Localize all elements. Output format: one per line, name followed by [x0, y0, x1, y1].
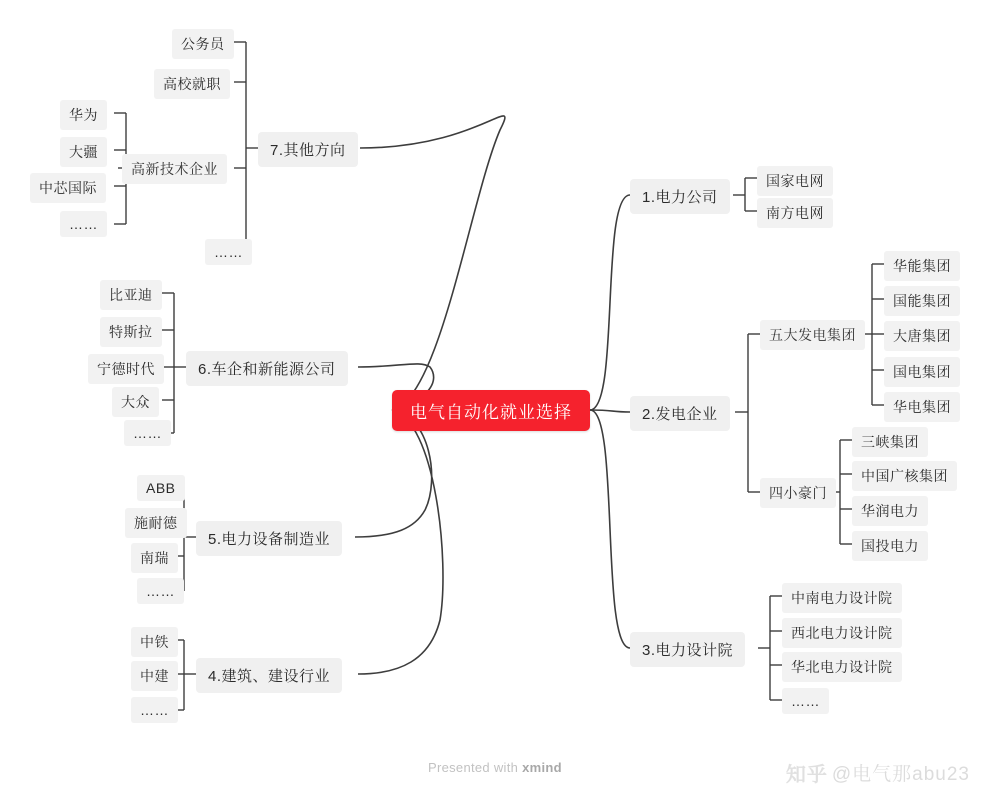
leaf-node[interactable]: 中铁	[131, 627, 178, 657]
leaf-node[interactable]: 华能集团	[884, 251, 960, 281]
leaf-node[interactable]: ……	[124, 420, 171, 446]
branch-node-5[interactable]: 5.电力设备制造业	[196, 521, 342, 556]
branch-node-3[interactable]: 3.电力设计院	[630, 632, 745, 667]
leaf-node[interactable]: 高校就职	[154, 69, 230, 99]
leaf-node[interactable]: ……	[60, 211, 107, 237]
leaf-node[interactable]: 中建	[131, 661, 178, 691]
leaf-node[interactable]: 国能集团	[884, 286, 960, 316]
leaf-node[interactable]: 中南电力设计院	[782, 583, 902, 613]
leaf-node[interactable]: 华北电力设计院	[782, 652, 902, 682]
leaf-node[interactable]: 国投电力	[852, 531, 928, 561]
zhihu-logo-icon: 知乎	[785, 764, 828, 786]
leaf-node[interactable]: 华电集团	[884, 392, 960, 422]
sub-node[interactable]: 四小豪门	[760, 478, 836, 508]
leaf-node[interactable]: ……	[131, 697, 178, 723]
branch-node-1[interactable]: 1.电力公司	[630, 179, 730, 214]
sub-node[interactable]: 高新技术企业	[122, 154, 227, 184]
leaf-node[interactable]: 三峡集团	[852, 427, 928, 457]
leaf-node[interactable]: ……	[782, 688, 829, 714]
leaf-node[interactable]: 大疆	[60, 137, 107, 167]
leaf-node[interactable]: 大唐集团	[884, 321, 960, 351]
leaf-node[interactable]: 施耐德	[125, 508, 187, 538]
leaf-node[interactable]: 国家电网	[757, 166, 833, 196]
leaf-node[interactable]: 比亚迪	[100, 280, 162, 310]
leaf-node[interactable]: ……	[137, 578, 184, 604]
branch-node-4[interactable]: 4.建筑、建设行业	[196, 658, 342, 693]
branch-node-6[interactable]: 6.车企和新能源公司	[186, 351, 348, 386]
leaf-node[interactable]: 南方电网	[757, 198, 833, 228]
leaf-node[interactable]: 公务员	[172, 29, 234, 59]
leaf-node[interactable]: 中国广核集团	[852, 461, 957, 491]
leaf-node[interactable]: ……	[205, 239, 252, 265]
leaf-node[interactable]: 大众	[112, 387, 159, 417]
watermark	[786, 758, 970, 787]
leaf-node[interactable]: ABB	[137, 475, 185, 501]
sub-node[interactable]: 五大发电集团	[760, 320, 865, 350]
leaf-node[interactable]: 国电集团	[884, 357, 960, 387]
leaf-node[interactable]: 华为	[60, 100, 107, 130]
branch-node-2[interactable]: 2.发电企业	[630, 396, 730, 431]
leaf-node[interactable]: 西北电力设计院	[782, 618, 902, 648]
footer-prefix: Presented with	[428, 760, 523, 775]
footer-credit	[428, 760, 562, 775]
footer-brand: xmind	[522, 760, 562, 775]
watermark-text: @电气那abu23	[831, 764, 970, 785]
leaf-node[interactable]: 特斯拉	[100, 317, 162, 347]
leaf-node[interactable]: 宁德时代	[88, 354, 164, 384]
leaf-node[interactable]: 南瑞	[131, 543, 178, 573]
leaf-node[interactable]: 中芯国际	[30, 173, 106, 203]
branch-node-7[interactable]: 7.其他方向	[258, 132, 358, 167]
leaf-node[interactable]: 华润电力	[852, 496, 928, 526]
root-node[interactable]: 电气自动化就业选择	[392, 390, 590, 431]
